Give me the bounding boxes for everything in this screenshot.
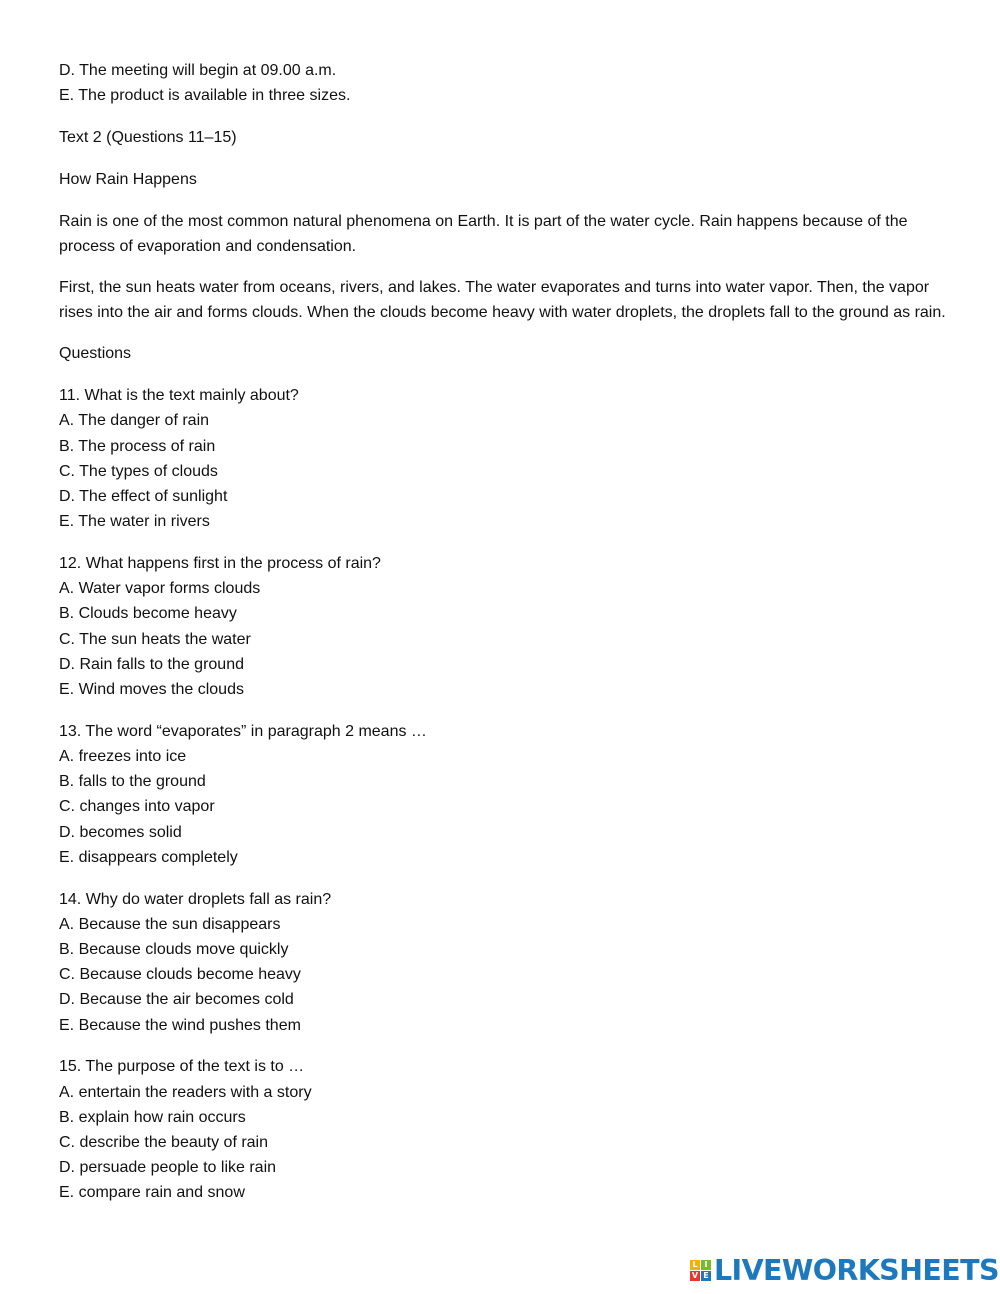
paragraph-2: First, the sun heats water from oceans, rivers, and lakes. The water evaporates and turns into water vapor. Then, the vapor rises into the air and forms clouds. When the clouds become heavy with water droplets, the droplets fall to the ground as rain.	[59, 279, 946, 322]
logo-mark-square: I	[701, 1260, 711, 1270]
text-title: How Rain Happens	[59, 170, 197, 188]
option: D. The meeting will begin at 09.00 a.m.	[59, 62, 337, 79]
previous-question-tail	[59, 58, 949, 108]
logo-mark-square: E	[701, 1271, 711, 1281]
question-stem: 11. What is the text mainly about?	[59, 387, 299, 405]
answer-option: E. Wind moves the clouds	[59, 681, 244, 699]
question-block	[59, 887, 949, 1038]
answer-option: D. persuade people to like rain	[59, 1159, 277, 1177]
answer-option: B. falls to the ground	[59, 773, 206, 791]
answer-option: A. freezes into ice	[59, 748, 187, 766]
question-block	[59, 719, 949, 870]
question-stem: 13. The word “evaporates” in paragraph 2 means …	[59, 722, 427, 740]
answer-option: A. Because the sun disappears	[59, 915, 281, 933]
answer-option: C. The sun heats the water	[59, 630, 251, 648]
paragraph-1: Rain is one of the most common natural phenomena on Earth. It is part of the water cycle. Rain happens because of the process of evaporation and condensation.	[59, 212, 908, 255]
option: E. The product is available in three sizes.	[59, 87, 351, 105]
answer-option: E. disappears completely	[59, 848, 238, 866]
answer-option: B. Clouds become heavy	[59, 605, 237, 623]
answer-option: C. Because clouds become heavy	[59, 966, 301, 984]
logo-text: LIVEWORKSHEETS	[714, 1253, 999, 1287]
answer-option: A. The danger of rain	[59, 412, 210, 430]
question-stem: 15. The purpose of the text is to …	[59, 1058, 305, 1076]
answer-option: E. Because the wind pushes them	[59, 1016, 301, 1034]
answer-option: D. The effect of sunlight	[59, 488, 228, 506]
question-stem: 14. Why do water droplets fall as rain?	[59, 890, 332, 908]
questions-label: Questions	[59, 345, 132, 363]
question-block	[59, 383, 949, 534]
answer-option: A. entertain the readers with a story	[59, 1083, 312, 1101]
answer-option: C. The types of clouds	[59, 462, 218, 480]
question-block	[59, 1054, 949, 1205]
logo-mark-square: L	[690, 1260, 700, 1270]
answer-option: B. The process of rain	[59, 437, 216, 455]
liveworksheets-logo	[690, 1253, 999, 1287]
question-block	[59, 551, 949, 702]
text-header: Text 2 (Questions 11–15)	[59, 129, 237, 146]
answer-option: D. Rain falls to the ground	[59, 655, 244, 673]
logo-mark-square: V	[691, 1270, 699, 1280]
question-list	[59, 383, 949, 1205]
logo-mark-icon	[690, 1260, 711, 1281]
answer-option: C. describe the beauty of rain	[59, 1134, 269, 1152]
question-stem: 12. What happens first in the process of rain?	[59, 555, 381, 573]
answer-option: E. The water in rivers	[59, 513, 210, 531]
answer-option: A. Water vapor forms clouds	[59, 580, 261, 598]
answer-option: E. compare rain and snow	[59, 1184, 245, 1202]
answer-option: B. explain how rain occurs	[59, 1108, 246, 1126]
answer-option: D. Because the air becomes cold	[59, 991, 294, 1009]
worksheet-page	[59, 58, 949, 1222]
answer-option: C. changes into vapor	[59, 798, 215, 816]
answer-option: D. becomes solid	[59, 823, 182, 841]
answer-option: B. Because clouds move quickly	[59, 941, 289, 959]
